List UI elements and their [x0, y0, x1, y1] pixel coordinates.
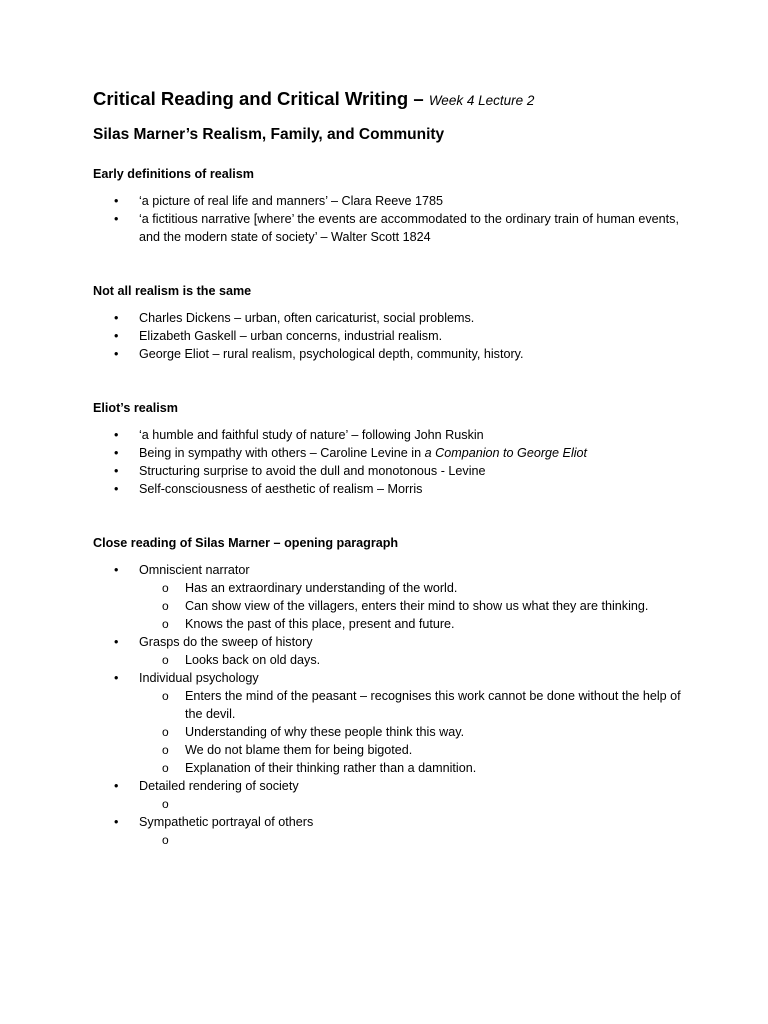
- list-item: [93, 444, 693, 462]
- sub-bullet-marker: o: [162, 833, 169, 847]
- bullet-marker: •: [114, 212, 119, 226]
- section-heading: Eliot’s realism: [93, 401, 178, 415]
- title-subtitle-week: Week 4 Lecture 2: [428, 93, 535, 108]
- list-item-text: Charles Dickens – urban, often caricaturist, social problems.: [139, 311, 475, 325]
- sub-bullet-marker: o: [162, 581, 169, 595]
- list-item: [93, 426, 693, 444]
- page-title: [93, 86, 693, 114]
- section-heading: Early definitions of realism: [93, 167, 254, 181]
- sub-item-text: Has an extraordinary understanding of the world.: [185, 581, 458, 595]
- sub-list-item: [139, 795, 693, 813]
- bullet-marker: •: [114, 428, 119, 442]
- list-item-text: Elizabeth Gaskell – urban concerns, industrial realism.: [139, 329, 443, 343]
- bullet-marker: •: [114, 329, 119, 343]
- sub-bullet-marker: o: [162, 689, 169, 703]
- list-item: [93, 777, 693, 813]
- section-early-definitions: [93, 165, 693, 246]
- sub-list: [139, 831, 693, 849]
- sub-bullet-marker: o: [162, 653, 169, 667]
- bullet-list: [93, 192, 693, 246]
- sub-item-text: Looks back on old days.: [185, 653, 321, 667]
- bullet-marker: •: [114, 482, 119, 496]
- bullet-marker: •: [114, 194, 119, 208]
- book-title-italic: a Companion to George Eliot: [424, 446, 588, 460]
- sub-list: [139, 795, 693, 813]
- list-item-text: Being in sympathy with others – Caroline Levine in: [139, 446, 425, 460]
- list-item-text: Omniscient narrator: [139, 563, 250, 577]
- sub-bullet-marker: o: [162, 743, 169, 757]
- list-item-text: Self-consciousness of aesthetic of realism – Morris: [139, 482, 423, 496]
- sub-bullet-marker: o: [162, 599, 169, 613]
- sub-list-item: [139, 651, 693, 669]
- sub-list-item: [139, 741, 693, 759]
- sub-list: [139, 579, 693, 633]
- section-not-all-realism: [93, 282, 693, 363]
- section-heading: Close reading of Silas Marner – opening paragraph: [93, 536, 399, 550]
- list-item-text: Grasps do the sweep of history: [139, 635, 313, 649]
- sub-list-item: [139, 687, 693, 723]
- bullet-marker: •: [114, 779, 119, 793]
- sub-item-text: Explanation of their thinking rather than a damnition.: [185, 761, 477, 775]
- list-item-text: ‘a fictitious narrative [where’ the events are accommodated to the ordinary train of human events, and the modern state of society’ – Walter Scott 1824: [139, 212, 679, 244]
- list-item-text: Individual psychology: [139, 671, 259, 685]
- list-item: [93, 327, 693, 345]
- list-item-text: ‘a picture of real life and manners’ – Clara Reeve 1785: [139, 194, 444, 208]
- sub-item-text: Enters the mind of the peasant – recognises this work cannot be done without the help of the devil.: [185, 689, 681, 721]
- list-item: [93, 669, 693, 777]
- list-item: [93, 480, 693, 498]
- sub-list-item: [139, 615, 693, 633]
- list-item-text: ‘a humble and faithful study of nature’ – following John Ruskin: [139, 428, 484, 442]
- bullet-list: [93, 426, 693, 498]
- sub-bullet-marker: o: [162, 797, 169, 811]
- sub-item-text: We do not blame them for being bigoted.: [185, 743, 413, 757]
- list-item-text: Sympathetic portrayal of others: [139, 815, 314, 829]
- list-item: [93, 192, 693, 210]
- bullet-marker: •: [114, 671, 119, 685]
- sub-list-item: [139, 597, 693, 615]
- sub-item-text: Understanding of why these people think this way.: [185, 725, 465, 739]
- bullet-marker: •: [114, 311, 119, 325]
- bullet-marker: •: [114, 446, 119, 460]
- document-body: [93, 86, 693, 849]
- sub-list-item: [139, 579, 693, 597]
- bullet-list: [93, 561, 693, 849]
- lecture-subtitle: Silas Marner’s Realism, Family, and Community: [93, 126, 445, 143]
- list-item: [93, 813, 693, 849]
- sub-list: [139, 651, 693, 669]
- section-heading: Not all realism is the same: [93, 284, 252, 298]
- bullet-marker: •: [114, 464, 119, 478]
- sub-list: [139, 687, 693, 777]
- bullet-marker: •: [114, 635, 119, 649]
- list-item-text: Detailed rendering of society: [139, 779, 299, 793]
- list-item-text: George Eliot – rural realism, psychological depth, community, history.: [139, 347, 524, 361]
- list-item: [93, 462, 693, 480]
- section-close-reading: [93, 534, 693, 849]
- sub-list-item: [139, 759, 693, 777]
- list-item: [93, 345, 693, 363]
- title-main: Critical Reading and Critical Writing –: [93, 88, 429, 109]
- list-item: [93, 633, 693, 669]
- bullet-list: [93, 309, 693, 363]
- list-item-text: Structuring surprise to avoid the dull and monotonous - Levine: [139, 464, 486, 478]
- sub-item-text: Knows the past of this place, present and future.: [185, 617, 455, 631]
- sub-bullet-marker: o: [162, 725, 169, 739]
- section-eliots-realism: [93, 399, 693, 498]
- list-item: [93, 309, 693, 327]
- sub-bullet-marker: o: [162, 617, 169, 631]
- sub-list-item: [139, 723, 693, 741]
- bullet-marker: •: [114, 815, 119, 829]
- bullet-marker: •: [114, 347, 119, 361]
- sub-bullet-marker: o: [162, 761, 169, 775]
- sub-list-item: [139, 831, 693, 849]
- list-item: [93, 561, 693, 633]
- list-item: [93, 210, 693, 246]
- bullet-marker: •: [114, 563, 119, 577]
- sub-item-text: Can show view of the villagers, enters their mind to show us what they are thinking.: [185, 599, 649, 613]
